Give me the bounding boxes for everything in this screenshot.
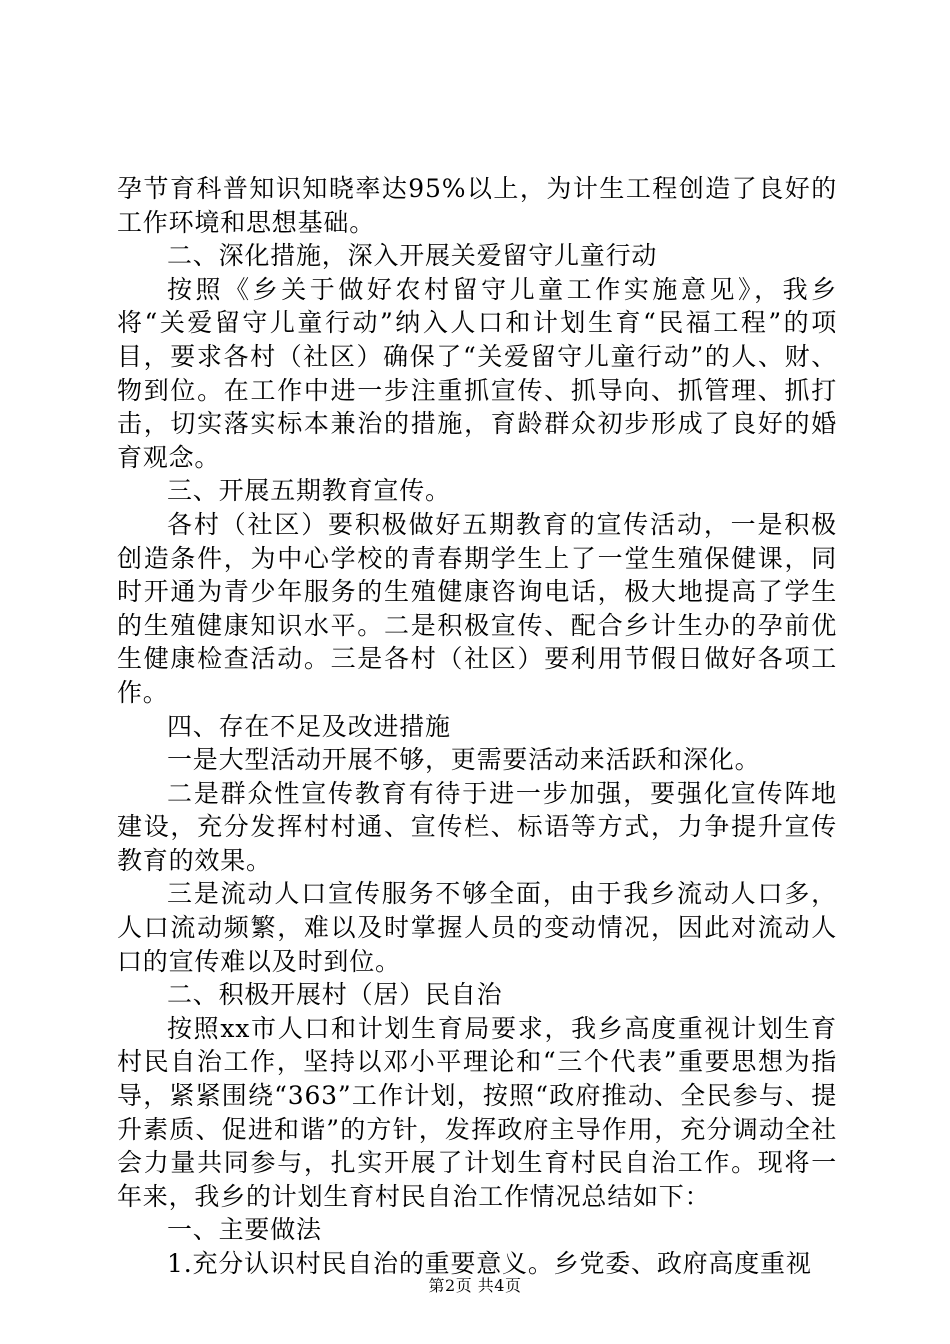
paragraph: 二是群众性宣传教育有待于进一步加强，要强化宣传阵地建设，充分发挥村村通、宣传栏、标语等方式，力争提升宣传教育的效果。 — [117, 778, 837, 875]
section-heading: 二、深化措施，深入开展关爱留守儿童行动 — [167, 241, 658, 271]
paragraph: 按照《乡关于做好农村留守儿童工作实施意见》，我乡将“关爱留守儿童行动”纳入人口和计划生育“民福工程”的项目，要求各村（社区）确保了“关爱留守儿童行动”的人、财、物到位。在工作中进一步注重抓宣传、抓导向、抓管理、抓打击，切实落实标本兼治的措施，育龄群众初步形成了良好的婚育观念。 — [117, 274, 837, 472]
paragraph: 各村（社区）要积极做好五期教育的宣传活动，一是积极创造条件，为中心学校的青春期学生上了一堂生殖保健课，同时开通为青少年服务的生殖健康咨询电话，极大地提高了学生的生殖健康知识水平。二是积极宣传、配合乡计生办的孕前优生健康检查活动。三是各村（社区）要利用节假日做好各项工作。 — [117, 509, 837, 707]
paragraph: 一是大型活动开展不够，更需要活动来活跃和深化。 — [167, 745, 761, 775]
paragraph: 三是流动人口宣传服务不够全面，由于我乡流动人口多，人口流动频繁，难以及时掌握人员的变动情况，因此对流动人口的宣传难以及时到位。 — [117, 879, 837, 976]
paragraph-continuation: 孕节育科普知识知晓率达95%以上，为计生工程创造了良好的工作环境和思想基础。 — [117, 174, 837, 237]
page-footer: 第2页 共4页 — [428, 1276, 522, 1295]
document-body — [117, 172, 837, 1281]
paragraph: 按照xx市人口和计划生育局要求，我乡高度重视计划生育村民自治工作，坚持以邓小平理论和“三个代表”重要思想为指导，紧紧围绕“363”工作计划，按照“政府推动、全民参与、提升素质、促进和谐”的方针，发挥政府主导作用，充分调动全社会力量共同参与，扎实开展了计划生育村民自治工作。现将一年来，我乡的计划生育村民自治工作情况总结如下： — [117, 1013, 837, 1211]
paragraph: 1.充分认识村民自治的重要意义。乡党委、政府高度重视 — [167, 1249, 812, 1278]
section-heading: 四、存在不足及改进措施 — [167, 711, 451, 741]
section-heading: 一、主要做法 — [167, 1215, 322, 1245]
section-heading: 二、积极开展村（居）民自治 — [167, 980, 503, 1010]
section-heading: 三、开展五期教育宣传。 — [167, 476, 451, 506]
